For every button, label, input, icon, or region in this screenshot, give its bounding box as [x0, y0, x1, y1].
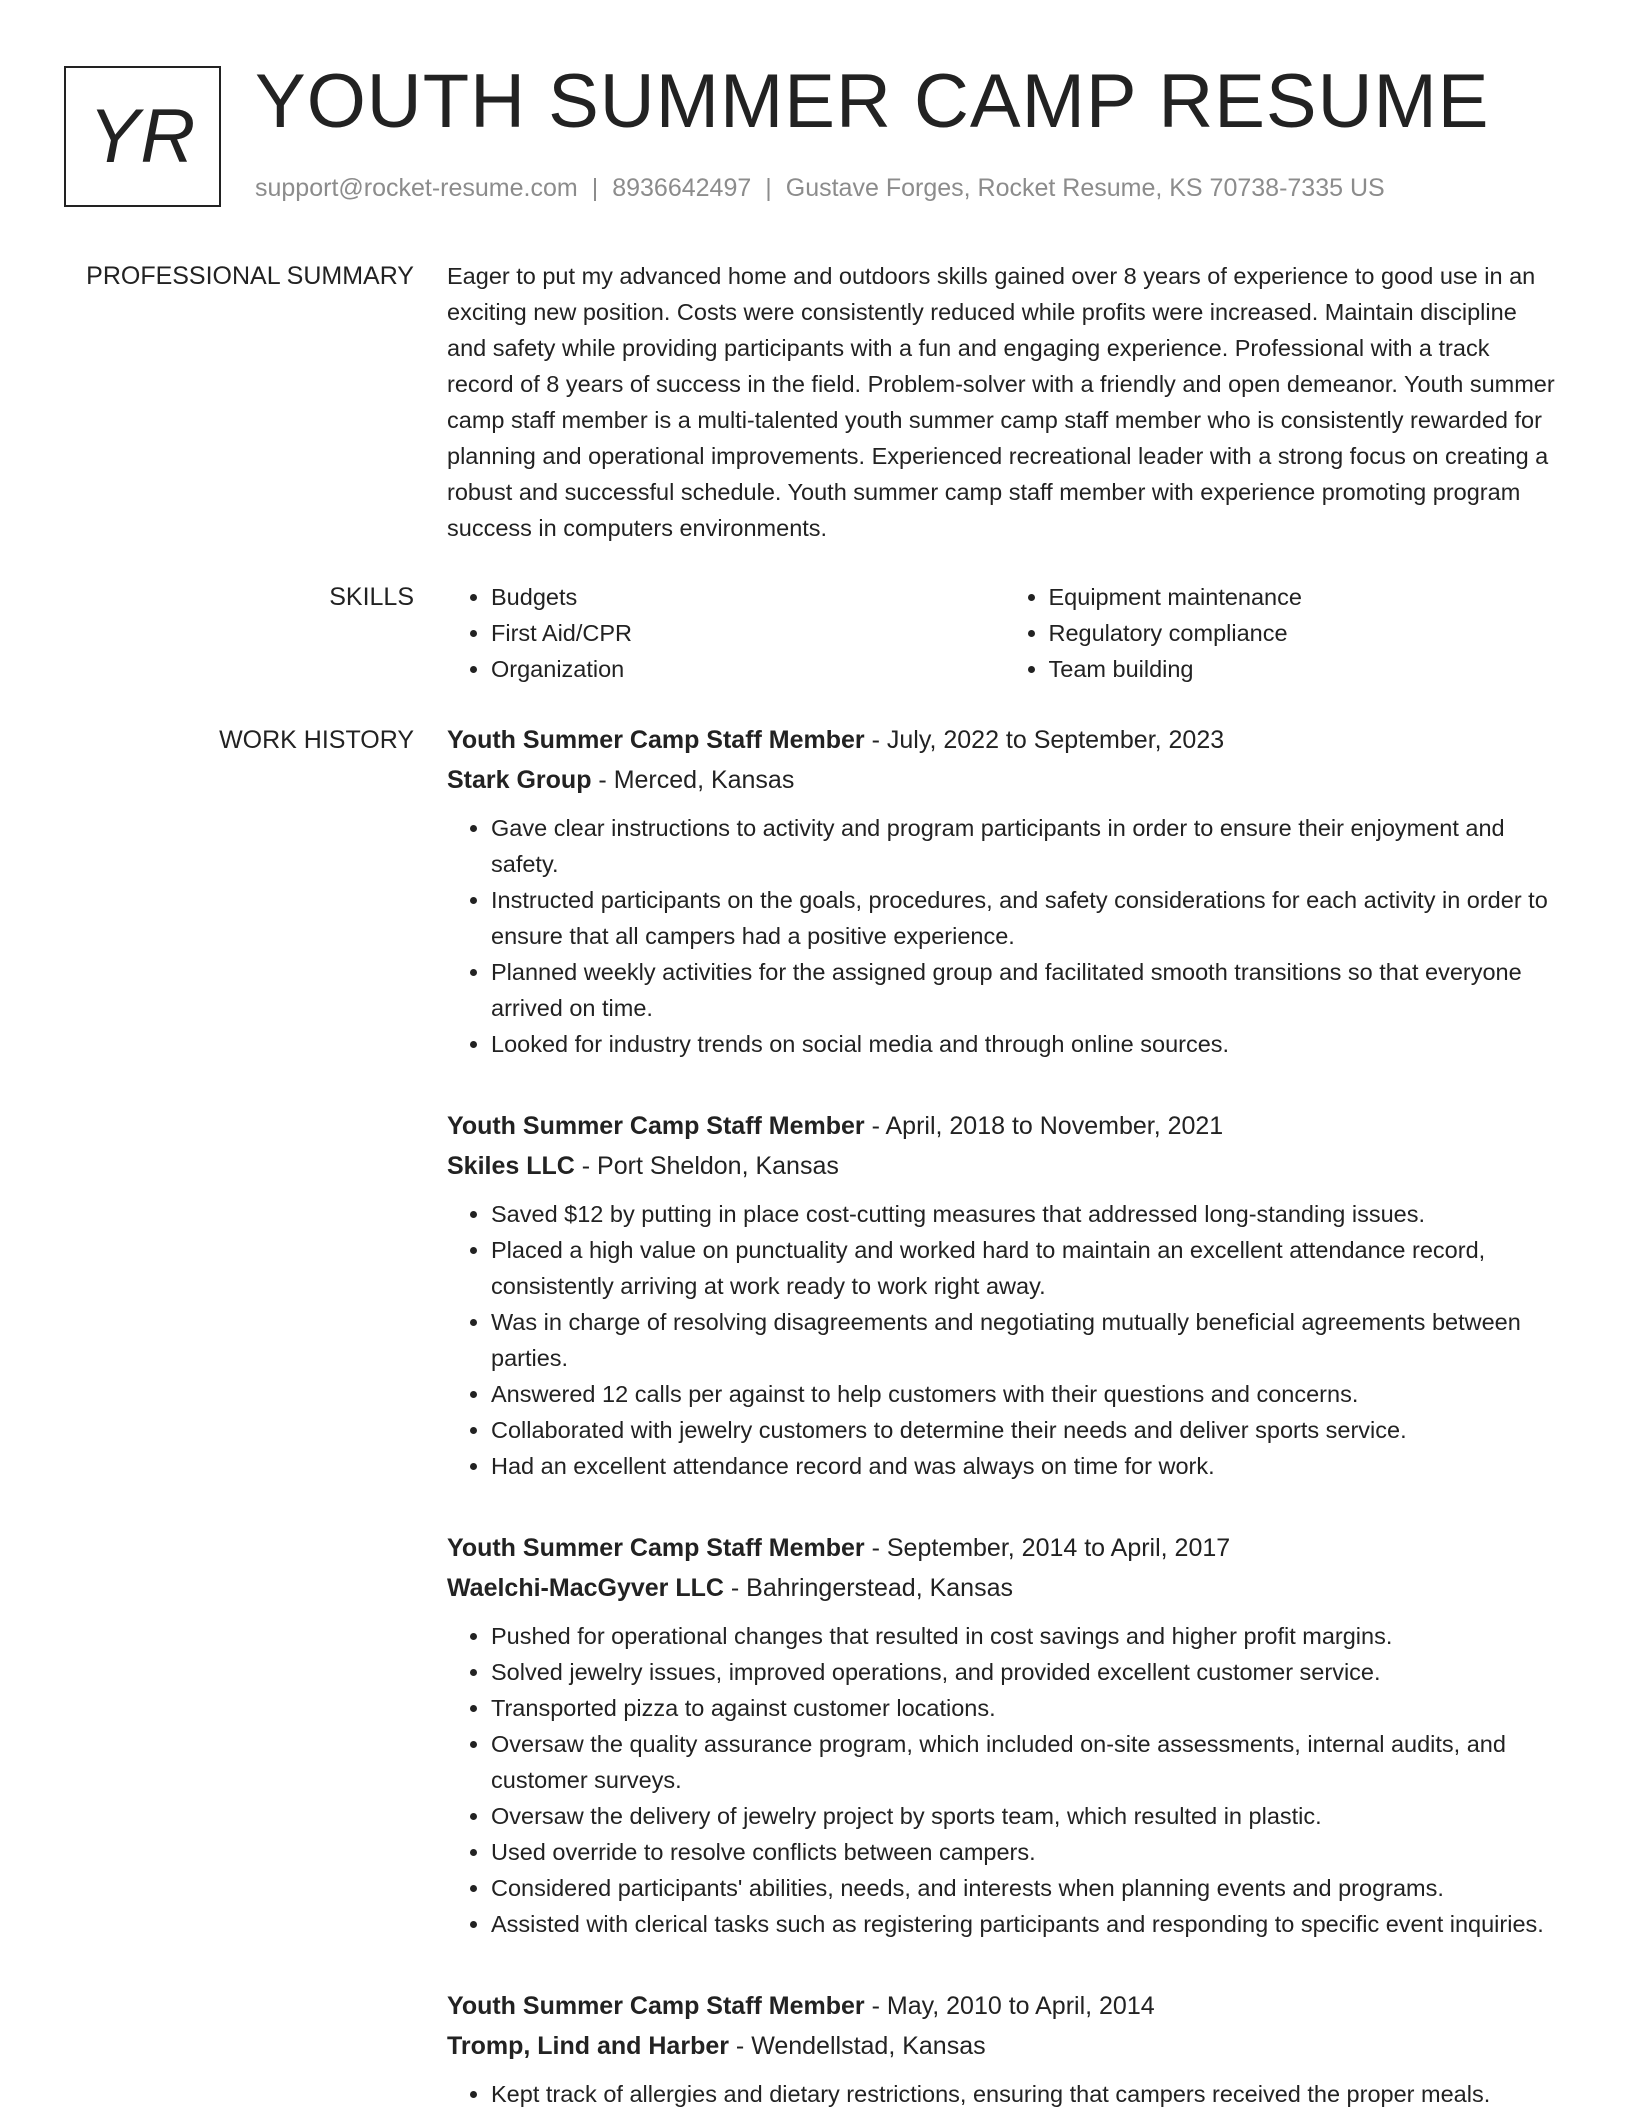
job-company: Tromp, Lind and Harber [447, 2032, 729, 2060]
job-bullet-list [447, 1196, 1562, 1484]
job-entry [447, 1106, 1562, 1484]
job-company-line [447, 760, 1562, 800]
job-bullet: • Oversaw the quality assurance program, which included on-site assessments, internal audits, and customer surveys. [491, 1726, 1562, 1798]
job-title: Youth Summer Camp Staff Member [447, 1534, 865, 1562]
job-entry [447, 1528, 1562, 1942]
job-bullet-list [447, 810, 1562, 1062]
skills-list-left [447, 579, 1005, 687]
job-location: - Port Sheldon, Kansas [574, 1152, 839, 1180]
job-bullet: • Saved $12 by putting in place cost-cutting measures that addressed long-standing issues. [491, 1196, 1562, 1232]
contact-separator: | [765, 174, 772, 202]
job-bullet: • Pushed for operational changes that resulted in cost savings and higher profit margins. [491, 1618, 1562, 1654]
contact-separator: | [591, 174, 599, 202]
summary-text: Eager to put my advanced home and outdoors skills gained over 8 years of experience to good use in an exciting new position. Costs were consistently reduced while profits were increased. Maintain discipline and safety while providing participants with a fun and engaging experience. Professional with a track record of 8 years of success in the field. Problem-solver with a friendly and open demeanor. Youth summer camp staff member is a multi-talented youth summer camp staff member who is consistently rewarded for planning and operational improvements. Experienced recreational leader with a strong focus on creating a robust and successful schedule. Youth summer camp staff member with experience promoting program success in computers environments. [447, 263, 1555, 541]
job-dates: - September, 2014 to April, 2017 [864, 1534, 1231, 1562]
job-bullet: • Transported pizza to against customer locations. [491, 1690, 1562, 1726]
job-bullet: • Kept track of allergies and dietary restrictions, ensuring that campers received the proper meals. [491, 2076, 1562, 2112]
job-bullet: • Looked for industry trends on social media and through online sources. [491, 1026, 1562, 1062]
job-bullet: • Planned weekly activities for the assigned group and facilitated smooth transitions so that everyone arrived on time. [491, 954, 1562, 1026]
job-bullet: • Had an excellent attendance record and was always on time for work. [491, 1448, 1562, 1484]
work-history-body [447, 720, 1562, 2112]
job-bullet: • Gave clear instructions to activity and program participants in order to ensure their enjoyment and safety. [491, 810, 1562, 882]
contact-email: support@rocket-resume.com [255, 174, 578, 202]
job-bullet-list [447, 2076, 1562, 2112]
work-history-label: WORK HISTORY [219, 726, 414, 754]
job-company-line [447, 1568, 1562, 1608]
job-bullet: • Solved jewelry issues, improved operations, and provided excellent customer service. [491, 1654, 1562, 1690]
job-company-line [447, 2026, 1562, 2066]
job-title-line [447, 1986, 1562, 2026]
job-title: Youth Summer Camp Staff Member [447, 1112, 865, 1140]
summary-label: PROFESSIONAL SUMMARY [86, 262, 414, 290]
job-bullet: • Oversaw the delivery of jewelry project by sports team, which resulted in plastic. [491, 1798, 1562, 1834]
job-entry [447, 720, 1562, 1062]
skills-list-right [1005, 579, 1563, 687]
job-company: Stark Group [447, 766, 592, 794]
contact-phone: 8936642497 [612, 174, 752, 202]
resume-title: YOUTH SUMMER CAMP RESUME [255, 59, 1490, 144]
job-company-line [447, 1146, 1562, 1186]
job-company: Waelchi-MacGyver LLC [447, 1574, 724, 1602]
skills-body [447, 579, 1562, 687]
skill-item: • Regulatory compliance [1049, 615, 1563, 651]
job-bullet-list [447, 1618, 1562, 1942]
skills-label: SKILLS [329, 583, 414, 611]
skill-item: • Organization [491, 651, 1005, 687]
job-bullet: • Placed a high value on punctuality and worked hard to maintain an excellent attendance record, consistently arriving at work ready to work right away. [491, 1232, 1562, 1304]
job-dates: - April, 2018 to November, 2021 [864, 1112, 1224, 1140]
job-location: - Wendellstad, Kansas [728, 2032, 986, 2060]
job-title: Youth Summer Camp Staff Member [447, 726, 865, 754]
skill-item: • First Aid/CPR [491, 615, 1005, 651]
summary-body [447, 258, 1562, 546]
job-bullet: • Used override to resolve conflicts between campers. [491, 1834, 1562, 1870]
contact-address: Gustave Forges, Rocket Resume, KS 70738-7335 US [785, 174, 1385, 202]
skill-item: • Equipment maintenance [1049, 579, 1563, 615]
job-bullet: • Assisted with clerical tasks such as registering participants and responding to specific event inquiries. [491, 1906, 1562, 1942]
job-entry [447, 1986, 1562, 2112]
job-bullet: • Answered 12 calls per against to help customers with their questions and concerns. [491, 1376, 1562, 1412]
job-title-line [447, 720, 1562, 760]
job-title: Youth Summer Camp Staff Member [447, 1992, 865, 2020]
job-location: - Merced, Kansas [591, 766, 795, 794]
job-dates: - May, 2010 to April, 2014 [864, 1992, 1155, 2020]
job-bullet: • Collaborated with jewelry customers to determine their needs and deliver sports service. [491, 1412, 1562, 1448]
job-title-line [447, 1528, 1562, 1568]
job-company: Skiles LLC [447, 1152, 575, 1180]
skill-item: • Team building [1049, 651, 1563, 687]
job-location: - Bahringerstead, Kansas [723, 1574, 1013, 1602]
job-bullet: • Considered participants' abilities, needs, and interests when planning events and programs. [491, 1870, 1562, 1906]
monogram-logo: YR [64, 66, 221, 207]
job-dates: - July, 2022 to September, 2023 [864, 726, 1225, 754]
job-bullet: • Instructed participants on the goals, procedures, and safety considerations for each activity in order to ensure that all campers had a positive experience. [491, 882, 1562, 954]
skill-item: • Budgets [491, 579, 1005, 615]
contact-line [255, 174, 1385, 203]
job-title-line [447, 1106, 1562, 1146]
job-bullet: • Was in charge of resolving disagreements and negotiating mutually beneficial agreements between parties. [491, 1304, 1562, 1376]
